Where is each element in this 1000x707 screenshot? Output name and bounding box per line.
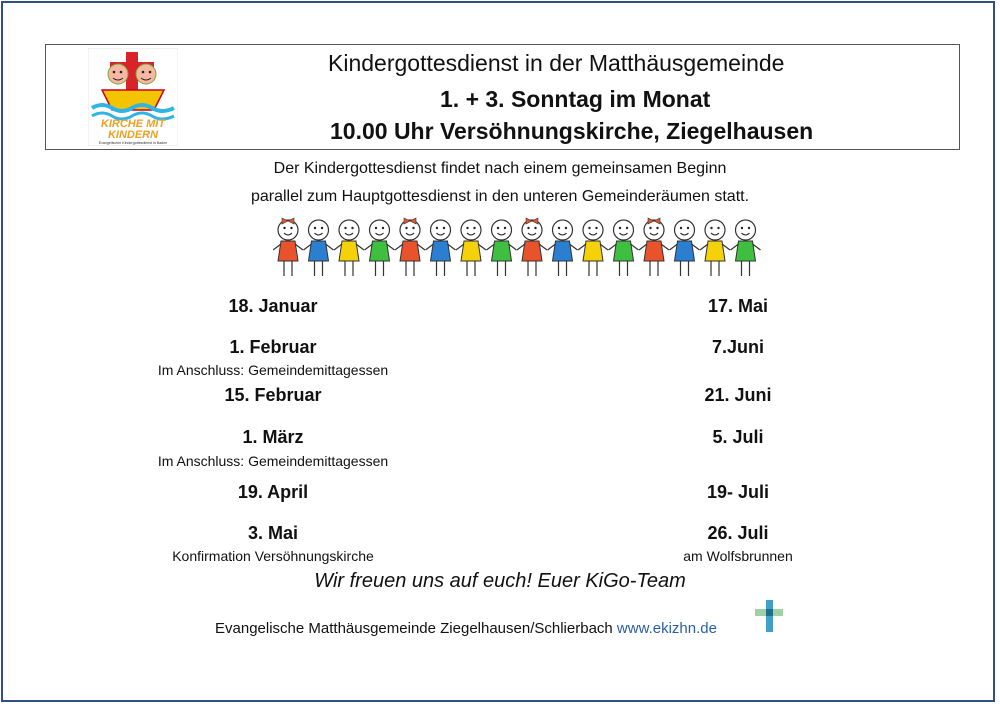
date-left-3: 15. Februar <box>224 385 322 405</box>
footer-url[interactable]: www.ekizhn.de <box>616 620 717 637</box>
footer <box>215 620 717 637</box>
child-figure <box>731 220 761 276</box>
date-left-1: 18. Januar <box>228 296 318 316</box>
child-figure <box>639 218 669 276</box>
date-note-right-6: am Wolfsbrunnen <box>683 548 793 564</box>
date-left-4: 1. März <box>242 427 304 447</box>
intro-line-2: parallel zum Hauptgottesdienst in den unteren Gemeinderäumen statt. <box>250 188 750 205</box>
date-left-2: 1. Februar <box>229 337 317 357</box>
child-figure <box>578 220 608 276</box>
header-schedule: 1. + 3. Sonntag im Monat <box>440 86 711 112</box>
child-figure <box>548 220 578 276</box>
child-figure <box>670 220 700 276</box>
child-figure <box>365 220 395 276</box>
child-figure <box>456 220 486 276</box>
date-right-3: 21. Juni <box>704 385 772 405</box>
child-figure <box>395 218 425 276</box>
intro-line-1: Der Kindergottesdienst findet nach einem gemeinsamen Beginn <box>273 160 727 177</box>
logo-text-top: KIRCHE MIT <box>100 118 166 130</box>
children-illustration <box>273 214 765 282</box>
kirche-mit-kindern-logo <box>88 48 178 146</box>
date-left-6: 3. Mai <box>247 523 299 543</box>
child-figure <box>517 218 547 276</box>
date-right-2: 7.Juni <box>711 337 764 357</box>
date-left-5: 19. April <box>237 482 309 502</box>
child-figure <box>426 220 456 276</box>
footer-text: Evangelische Matthäusgemeinde Ziegelhausen/Schlierbach <box>215 620 617 637</box>
child-figure <box>334 220 364 276</box>
date-right-6: 26. Juli <box>707 523 769 543</box>
child-figure <box>273 218 303 276</box>
date-note-left-6: Konfirmation Versöhnungskirche <box>172 548 374 564</box>
child-figure <box>304 220 334 276</box>
date-note-left-4: Im Anschluss: Gemeindemittagessen <box>157 453 389 469</box>
date-right-1: 17. Mai <box>707 296 769 316</box>
header-title: Kindergottesdienst in der Matthäusgemeinde <box>328 50 785 76</box>
child-figure <box>700 220 730 276</box>
date-right-4: 5. Juli <box>712 427 764 447</box>
logo-caption: Evangelischer Kindergottesdienst in Baden <box>98 141 168 145</box>
date-note-left-2: Im Anschluss: Gemeindemittagessen <box>157 362 389 378</box>
closing-message: Wir freuen uns auf euch! Euer KiGo-Team <box>314 570 686 592</box>
child-figure <box>609 220 639 276</box>
ekiba-cross-icon <box>755 600 783 632</box>
header-time-location: 10.00 Uhr Versöhnungskirche, Ziegelhausen <box>330 118 814 144</box>
date-right-5: 19- Juli <box>706 482 770 502</box>
logo-text-bottom: KINDERN <box>107 129 159 141</box>
child-figure <box>487 220 517 276</box>
